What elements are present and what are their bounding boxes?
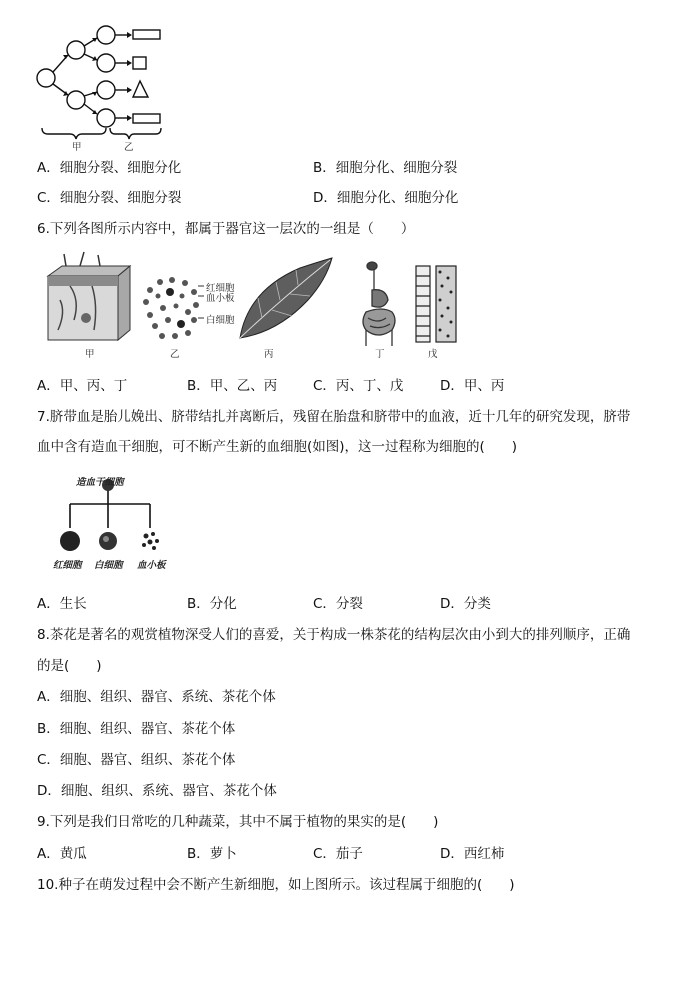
q5-option-d[interactable]: D．细胞分化、细胞分化	[313, 190, 459, 206]
q6-label-yi: 乙	[170, 349, 180, 360]
q5-option-b[interactable]: B．细胞分化、细胞分裂	[313, 160, 458, 176]
q9-option-c[interactable]: C．茄子	[313, 846, 363, 862]
platelets	[142, 532, 159, 550]
q9-option-b[interactable]: B．萝卜	[187, 846, 237, 862]
q5-option-c[interactable]: C．细胞分裂、细胞分裂	[37, 190, 182, 206]
q7-stem-line1: 7.脐带血是胎儿娩出、脐带结扎并离断后，残留在胎盘和脐带中的血液，近十几年的研究发现，脐带	[37, 409, 631, 425]
red-blood-cell	[60, 531, 80, 551]
q6-option-c[interactable]: C．丙、丁、戊	[313, 378, 404, 394]
q7-label-stem-cell: 造血干细胞	[76, 477, 124, 488]
q8-stem-line1: 8.茶花是著名的观赏植物深受人们的喜爱，关于构成一株茶花的结构层次由小到大的排列顺序，正确	[37, 627, 631, 643]
q8-option-b[interactable]: B．细胞、组织、器官、茶花个体	[37, 721, 236, 737]
q7-label-wbc: 白细胞	[94, 560, 123, 571]
q5-label-yi: 乙	[124, 142, 134, 153]
q8-option-a[interactable]: A．细胞、组织、器官、系统、茶花个体	[37, 689, 276, 705]
q6-label-jia: 甲	[85, 349, 95, 360]
blood-label-wbc: 白细胞	[206, 315, 235, 326]
q6-label-bing: 丙	[264, 349, 274, 360]
q9-option-a[interactable]: A．黄瓜	[37, 846, 87, 862]
q5-option-a[interactable]: A．细胞分裂、细胞分化	[37, 160, 182, 176]
q6-option-d[interactable]: D．甲、丙	[440, 378, 505, 394]
q6-option-a[interactable]: A．甲、丙、丁	[37, 378, 128, 394]
q7-option-b[interactable]: B．分化	[187, 596, 237, 612]
q5-label-jia: 甲	[72, 142, 82, 153]
q10-stem: 10.种子在萌发过程中会不断产生新细胞，如上图所示。该过程属于细胞的( )	[37, 877, 515, 893]
q6-label-ding: 丁	[375, 349, 385, 360]
q6-label-wu: 戊	[428, 349, 438, 360]
blood-label-rbc: 红细胞	[206, 283, 235, 294]
q8-stem-line2: 的是( )	[37, 658, 102, 674]
q8-option-c[interactable]: C．细胞、器官、组织、茶花个体	[37, 752, 236, 768]
q7-option-c[interactable]: C．分裂	[313, 596, 363, 612]
q7-option-a[interactable]: A．生长	[37, 596, 87, 612]
q6-stem: 6.下列各图所示内容中，都属于器官这一层次的一组是（ ）	[37, 221, 415, 237]
q7-option-d[interactable]: D．分类	[440, 596, 491, 612]
q9-stem: 9.下列是我们日常吃的几种蔬菜，其中不属于植物的果实的是( )	[37, 814, 439, 830]
q7-label-platelet: 血小板	[137, 560, 166, 571]
q6-option-b[interactable]: B．甲、乙、丙	[187, 378, 278, 394]
blood-label-platelet: 血小板	[206, 293, 235, 304]
q7-label-rbc: 红细胞	[53, 560, 82, 571]
q7-stem-line2: 血中含有造血干细胞，可不断产生新的血细胞(如图)，这一过程称为细胞的( )	[37, 439, 518, 455]
q8-option-d[interactable]: D．细胞、组织、系统、器官、茶花个体	[37, 783, 277, 799]
q9-option-d[interactable]: D．西红柿	[440, 846, 505, 862]
